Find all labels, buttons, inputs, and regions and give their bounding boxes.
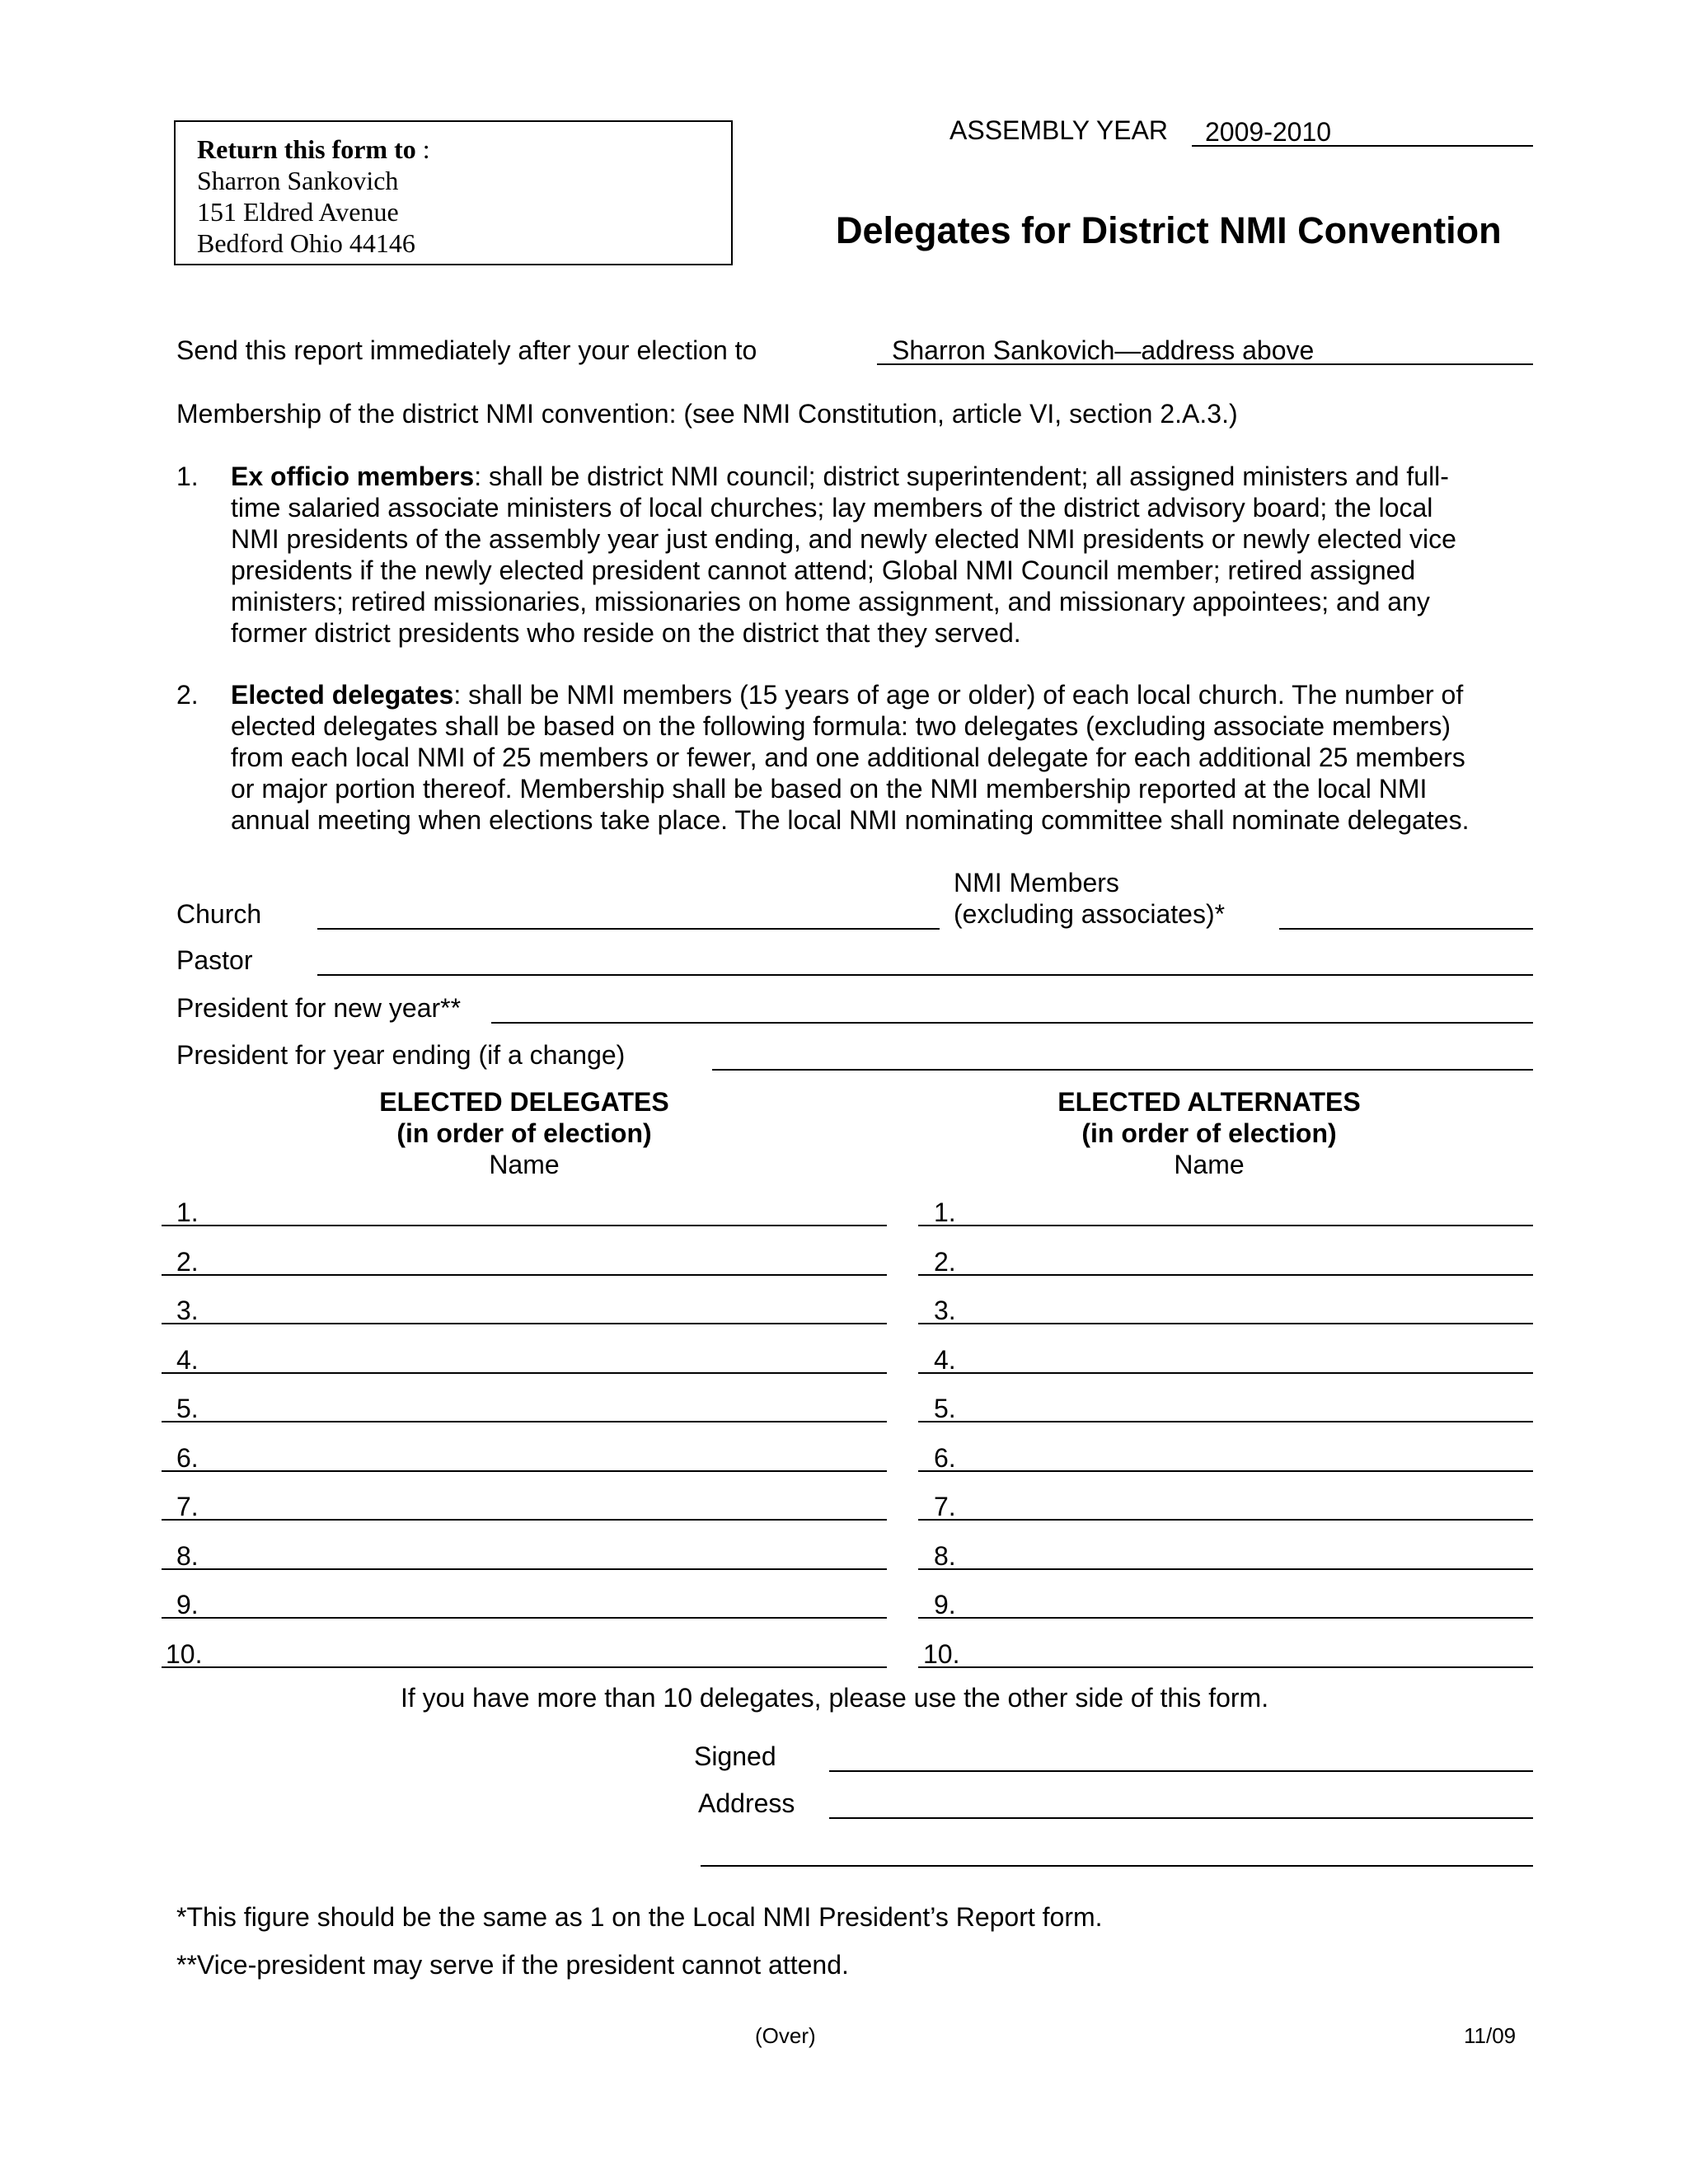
delegate-row-number: 3.	[176, 1296, 199, 1325]
president-ending-field[interactable]	[712, 1069, 1533, 1071]
delegate-row-number: 8.	[176, 1541, 199, 1571]
item-number: 1.	[176, 462, 199, 491]
more-delegates-note: If you have more than 10 delegates, please use the other side of this form.	[401, 1683, 1269, 1713]
president-ending-label: President for year ending (if a change)	[176, 1040, 626, 1070]
item-term: Ex officio members	[231, 462, 475, 491]
alternate-name-field[interactable]	[918, 1666, 1533, 1668]
signed-label: Signed	[694, 1741, 776, 1771]
item-line-text: : shall be district NMI council; district superintendent; all assigned ministers and full-	[474, 462, 1449, 491]
over-note: (Over)	[755, 2023, 816, 2048]
send-to-label: Send this report immediately after your election to	[176, 335, 757, 365]
return-heading-suffix: :	[415, 134, 430, 164]
alternate-row-number: 6.	[934, 1443, 956, 1473]
alternate-row-number: 2.	[934, 1247, 956, 1277]
membership-intro: Membership of the district NMI convention: (see NMI Constitution, article VI, section 2.A.3.)	[176, 399, 1238, 429]
delegate-row-number: 6.	[176, 1443, 199, 1473]
church-label: Church	[176, 899, 262, 929]
delegates-name-label: Name	[489, 1150, 560, 1179]
alternates-subtitle: (in order of election)	[1081, 1118, 1337, 1148]
alternate-row-number: 3.	[934, 1296, 956, 1325]
return-line-name: Sharron Sankovich	[197, 166, 399, 195]
page-title: Delegates for District NMI Convention	[836, 209, 1502, 251]
delegate-name-field[interactable]	[162, 1225, 887, 1226]
alternates-name-label: Name	[1174, 1150, 1245, 1179]
delegate-name-field[interactable]	[162, 1568, 887, 1570]
item-line: ministers; retired missionaries, missionaries on home assignment, and missionary appointees; and any	[231, 587, 1430, 616]
pastor-field[interactable]	[317, 974, 1533, 976]
alternate-row-number: 10.	[923, 1639, 960, 1669]
return-address-box	[174, 120, 733, 265]
alternate-row-number: 8.	[934, 1541, 956, 1571]
delegate-name-field[interactable]	[162, 1470, 887, 1472]
alternate-name-field[interactable]	[918, 1519, 1533, 1521]
address-field-line-2[interactable]	[701, 1865, 1533, 1867]
alternate-name-field[interactable]	[918, 1225, 1533, 1226]
church-field[interactable]	[317, 928, 940, 930]
item-term: Elected delegates	[231, 680, 454, 710]
item-body	[231, 679, 1688, 836]
item-line	[231, 461, 1688, 492]
item-line: annual meeting when elections take place. The local NMI nominating committee shall nominate delegates.	[231, 805, 1470, 835]
delegates-subtitle: (in order of election)	[396, 1118, 652, 1148]
form-code: 11/09	[1464, 2023, 1517, 2048]
return-heading-label: Return this form to	[197, 134, 416, 164]
send-to-value: Sharron Sankovich—address above	[892, 335, 1315, 365]
delegate-name-field[interactable]	[162, 1323, 887, 1324]
item-line-text: : shall be NMI members (15 years of age or older) of each local church. The number of	[453, 680, 1464, 710]
item-line: from each local NMI of 25 members or fewer, and one additional delegate for each additional 25 members	[231, 743, 1465, 772]
address-field[interactable]	[829, 1817, 1533, 1819]
alternate-name-field[interactable]	[918, 1323, 1533, 1324]
assembly-year-value: 2009-2010	[1205, 117, 1332, 147]
alternate-row-number: 4.	[934, 1345, 956, 1375]
delegate-name-field[interactable]	[162, 1617, 887, 1619]
alternate-name-field[interactable]	[918, 1568, 1533, 1570]
item-line: former district presidents who reside on the district that they served.	[231, 618, 1021, 648]
delegate-row-number: 9.	[176, 1590, 199, 1619]
send-to-line	[877, 363, 1533, 365]
alternate-row-number: 9.	[934, 1590, 956, 1619]
delegate-row-number: 10.	[166, 1639, 203, 1669]
alternate-row-number: 5.	[934, 1394, 956, 1423]
return-line-city: Bedford Ohio 44146	[197, 228, 415, 258]
alternates-title: ELECTED ALTERNATES	[1057, 1087, 1361, 1117]
delegate-row-number: 1.	[176, 1197, 199, 1227]
footnote-vice-president: **Vice-president may serve if the president cannot attend.	[176, 1950, 849, 1980]
footnote-members: *This figure should be the same as 1 on the Local NMI President’s Report form.	[176, 1902, 1103, 1932]
item-line	[231, 679, 1688, 710]
delegate-name-field[interactable]	[162, 1274, 887, 1276]
delegate-row-number: 2.	[176, 1247, 199, 1277]
delegate-name-field[interactable]	[162, 1421, 887, 1422]
alternate-row-number: 1.	[934, 1197, 956, 1227]
return-line-street: 151 Eldred Avenue	[197, 197, 399, 227]
delegate-row-number: 5.	[176, 1394, 199, 1423]
item-line: time salaried associate ministers of local churches; lay members of the district advisory board; the local	[231, 493, 1433, 523]
president-new-field[interactable]	[491, 1022, 1533, 1024]
address-label: Address	[698, 1788, 795, 1818]
nmi-members-label: NMI Members	[954, 868, 1119, 898]
delegate-name-field[interactable]	[162, 1519, 887, 1521]
alternate-name-field[interactable]	[918, 1421, 1533, 1422]
nmi-members-field[interactable]	[1279, 928, 1533, 930]
president-new-label: President for new year**	[176, 993, 462, 1023]
delegates-heading	[211, 1086, 837, 1180]
alternate-name-field[interactable]	[918, 1372, 1533, 1374]
delegates-title: ELECTED DELEGATES	[379, 1087, 669, 1117]
assembly-year-line	[1192, 145, 1533, 147]
delegate-name-field[interactable]	[162, 1372, 887, 1374]
alternates-heading	[896, 1086, 1522, 1180]
item-body	[231, 461, 1688, 649]
alternate-name-field[interactable]	[918, 1470, 1533, 1472]
item-number: 2.	[176, 680, 199, 710]
item-line: presidents if the newly elected president cannot attend; Global NMI Council member; retired assigned	[231, 555, 1416, 585]
assembly-year-label: ASSEMBLY YEAR	[950, 115, 1169, 145]
alternate-name-field[interactable]	[918, 1274, 1533, 1276]
item-line: elected delegates shall be based on the following formula: two delegates (excluding associate members)	[231, 711, 1451, 741]
alternate-name-field[interactable]	[918, 1617, 1533, 1619]
delegate-row-number: 4.	[176, 1345, 199, 1375]
alternate-row-number: 7.	[934, 1492, 956, 1521]
item-line: or major portion thereof. Membership shall be based on the NMI membership reported at the local NMI	[231, 774, 1428, 804]
nmi-members-sublabel: (excluding associates)*	[954, 899, 1226, 929]
pastor-label: Pastor	[176, 945, 253, 975]
delegate-name-field[interactable]	[162, 1666, 887, 1668]
item-line: NMI presidents of the assembly year just ending, and newly elected NMI presidents or newly elected vice	[231, 524, 1456, 554]
return-heading	[197, 134, 731, 165]
delegate-row-number: 7.	[176, 1492, 199, 1521]
signed-field[interactable]	[829, 1770, 1533, 1772]
